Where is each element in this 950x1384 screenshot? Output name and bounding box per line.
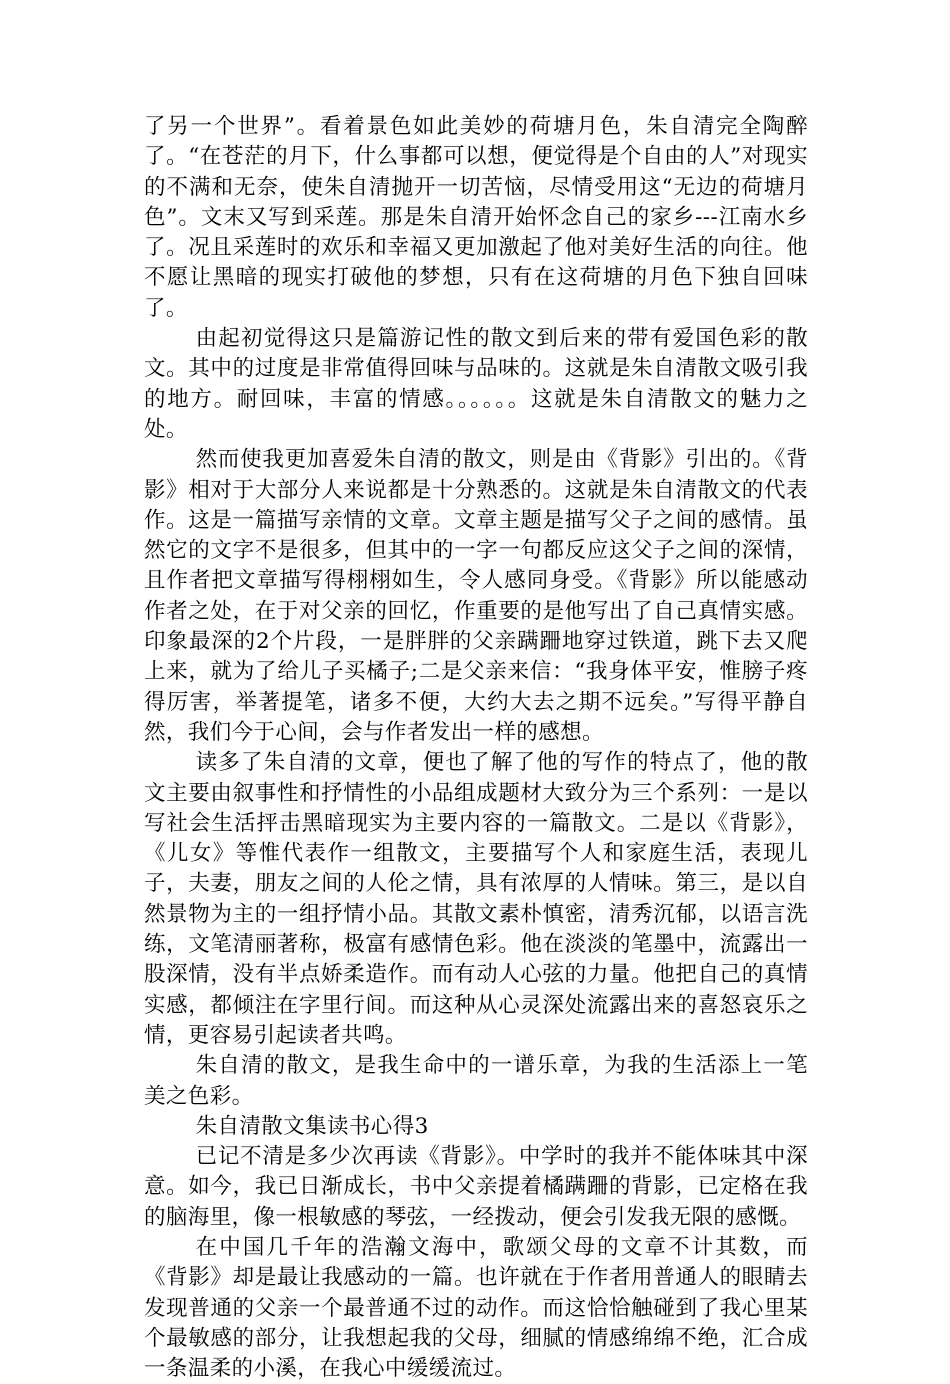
- paragraph-writing-style: 读多了朱自清的文章，便也了解了他的写作的特点了，他的散文主要由叙事性和抒情性的小品组成题材大致分为三个系列：一是以写社会生活抨击黑暗现实为主要内容的一篇散文。二是以《背影》，《儿女》等惟代表作一组散文，主要描写个人和家庭生活，表现儿子，夫妻，朋友之间的人伦之情，具有浓厚的人情味。第三，是以自然景物为主的一组抒情小品。其散文素朴慎密，清秀沉郁，以语言洗练，文笔清丽著称，极富有感情色彩。他在淡淡的笔墨中，流露出一股深情，没有半点娇柔造作。而有动人心弦的力量。他把自己的真情实感，都倾注在字里行间。而这种从心灵深处流露出来的喜怒哀乐之情，更容易引起读者共鸣。: [144, 750, 808, 1048]
- paragraph-beiying: 然而使我更加喜爱朱自清的散文，则是由《背影》引出的。《背影》相对于大部分人来说都是十分熟悉的。这就是朱自清散文的代表作。这是一篇描写亲情的文章。文章主题是描写父子之间的感情。虽然它的文字不是很多，但其中的一字一句都反应这父子之间的深情，且作者把文章描写得栩栩如生，令人感同身受。《背影》所以能感动作者之处，在于对父亲的回忆，作重要的是他写出了自己真情实感。印象最深的2个片段，一是胖胖的父亲蹒跚地穿过铁道，跳下去又爬上来，就为了给儿子买橘子;二是父亲来信：“我身体平安，惟膀子疼得厉害，举著提笔，诸多不便，大约大去之期不远矣。”写得平静自然，我们今于心间，会与作者发出一样的感想。: [144, 447, 808, 745]
- paragraph-reread: 已记不清是多少次再读《背影》。中学时的我并不能体味其中深意。如今，我已日渐成长，书中父亲提着橘蹒跚的背影，已定格在我的脑海里，像一根敏感的琴弦，一经拨动，便会引发我无限的感慨。: [144, 1144, 808, 1230]
- section-heading: 朱自清散文集读书心得3: [195, 1113, 429, 1139]
- paragraph-closing: 朱自清的散文，是我生命中的一谱乐章，为我的生活添上一笔美之色彩。: [144, 1053, 808, 1109]
- document-page: [144, 112, 808, 1384]
- paragraph-parents: 在中国几千年的浩瀚文海中，歌颂父母的文章不计其数，而《背影》却是最让我感动的一篇。也许就在于作者用普通人的眼睛去发现普通的父亲一个最普通不过的动作。而这恰恰触碰到了我心里某个最敏感的部分，让我想起我的父母，细腻的情感绵绵不绝，汇合成一条温柔的小溪，在我心中缓缓流过。: [144, 1234, 808, 1382]
- paragraph-continued: 了另一个世界”。看着景色如此美妙的荷塘月色，朱自清完全陶醉了。“在苍茫的月下，什么事都可以想，便觉得是个自由的人”对现实的不满和无奈，使朱自清抛开一切苦恼，尽情受用这“无边的荷塘月色”。文末又写到采莲。那是朱自清开始怀念自己的家乡---江南水乡了。况且采莲时的欢乐和幸福又更加激起了他对美好生活的向往。他不愿让黑暗的现实打破他的梦想，只有在这荷塘的月色下独自回味了。: [144, 114, 808, 321]
- paragraph-charm: 由起初觉得这只是篇游记性的散文到后来的带有爱国色彩的散文。其中的过度是非常值得回味与品味的。这就是朱自清散文吸引我的地方。耐回味，丰富的情感。。。。。。这就是朱自清散文的魅力之处。: [144, 326, 808, 442]
